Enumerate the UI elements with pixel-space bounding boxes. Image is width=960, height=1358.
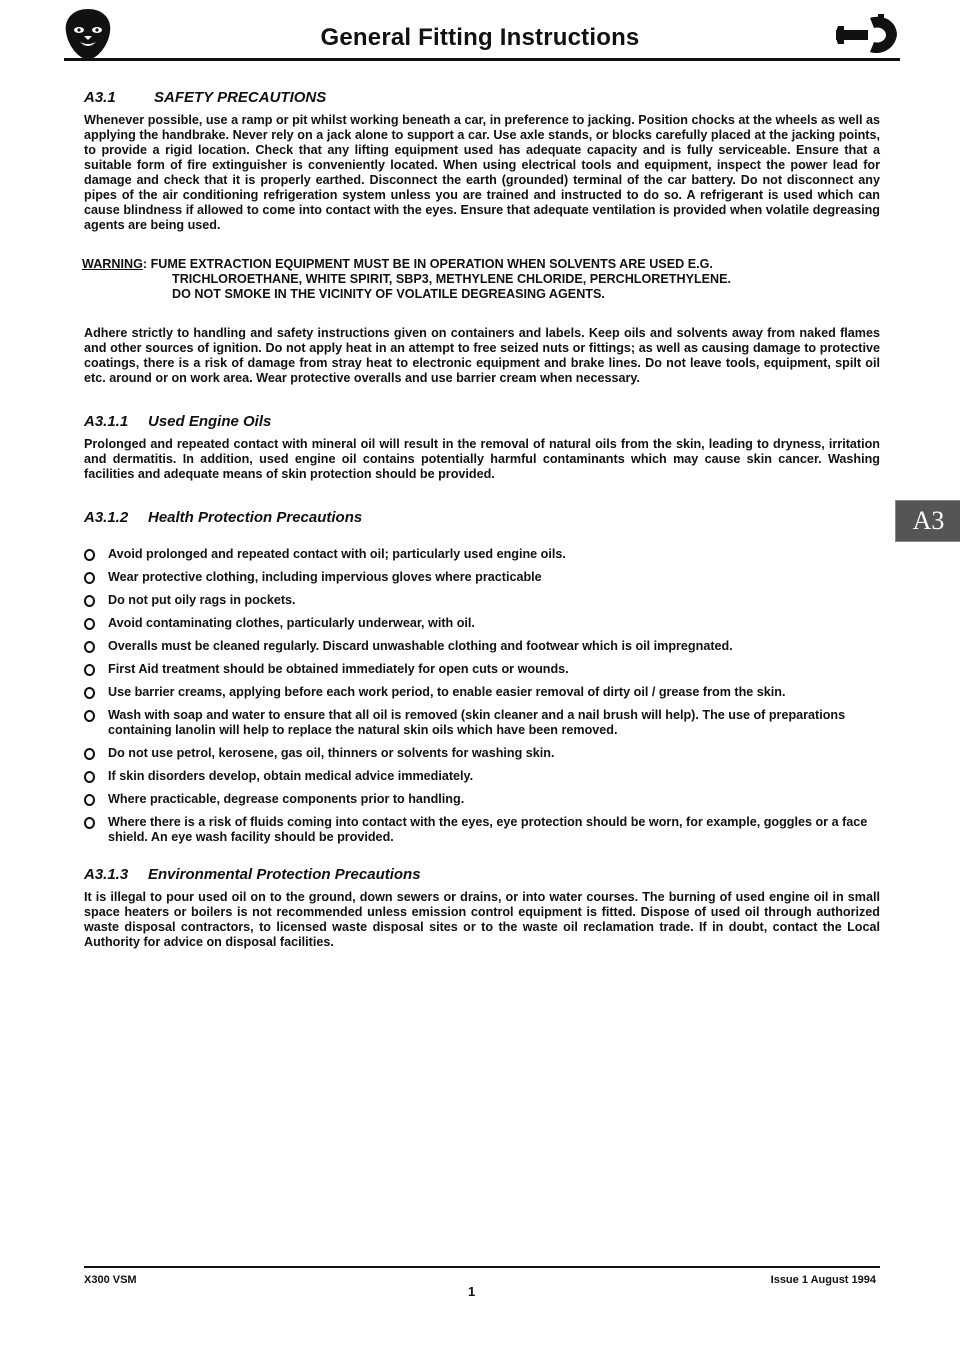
bullet-icon <box>84 817 95 829</box>
subsection-title: Health Protection Precautions <box>148 509 363 526</box>
bullet-icon <box>84 572 95 584</box>
list-item: Do not put oily rags in pockets. <box>84 593 880 608</box>
list-item: Where there is a risk of fluids coming into contact with the eyes, eye protection should be worn, for example, goggles or a face shield. An eye wash facility should be provided. <box>84 815 880 845</box>
footer-issue-date: Issue 1 August 1994 <box>770 1274 876 1286</box>
bullet-icon <box>84 710 95 722</box>
list-item: If skin disorders develop, obtain medical advice immediately. <box>84 769 880 784</box>
footer-doc-code: X300 VSM <box>84 1274 137 1286</box>
subsection-heading <box>84 867 880 882</box>
handling-paragraph: Adhere strictly to handling and safety instructions given on containers and labels. Keep oils and solvents away from naked flames and other sources of ignition. Do not apply heat in an attempt to free seized nuts or fittings; as well as causing damage to protective coatings, there is a risk of damage from stray heat to electronic equipment and brake lines. Do not leave tools, equipment, spilt oil etc. around or on work area. Wear protective overalls and use barrier cream when necessary. <box>84 326 880 385</box>
bullet-icon <box>84 748 95 760</box>
section-number: A3.1 <box>84 89 116 106</box>
bullet-icon <box>84 794 95 806</box>
list-item: Wash with soap and water to ensure that all oil is removed (skin cleaner and a nail brush will help). The use of preparations containing lanolin will help to replace the natural skin oils which have been removed. <box>84 708 880 738</box>
section-tab: A3 <box>895 500 960 542</box>
subsection-heading <box>84 414 880 429</box>
page-content <box>84 90 880 950</box>
bullet-icon <box>84 771 95 783</box>
subsection-number: A3.1.1 <box>84 413 129 430</box>
list-item: First Aid treatment should be obtained immediately for open cuts or wounds. <box>84 662 880 677</box>
bullet-icon <box>84 664 95 676</box>
page-header <box>60 0 900 64</box>
bullet-icon <box>84 687 95 699</box>
subsection-title: Used Engine Oils <box>148 413 272 430</box>
subsection-number: A3.1.3 <box>84 866 129 883</box>
list-item: Use barrier creams, applying before each work period, to enable easier removal of dirty oil / grease from the skin. <box>84 685 880 700</box>
section-heading <box>84 90 880 105</box>
bullet-icon <box>84 595 95 607</box>
list-item: Where practicable, degrease components prior to handling. <box>84 792 880 807</box>
list-item: Do not use petrol, kerosene, gas oil, thinners or solvents for washing skin. <box>84 746 880 761</box>
list-item: Avoid prolonged and repeated contact with oil; particularly used engine oils. <box>84 547 880 562</box>
warning-label: WARNING <box>82 257 143 271</box>
list-item: Avoid contaminating clothes, particularly underwear, with oil. <box>84 616 880 631</box>
health-precautions-list <box>84 547 880 845</box>
bullet-icon <box>84 618 95 630</box>
warning-line: TRICHLOROETHANE, WHITE SPIRIT, SBP3, METHYLENE CHLORIDE, PERCHLORETHYLENE. <box>172 272 732 286</box>
bullet-icon <box>84 641 95 653</box>
page-number: 1 <box>468 1284 476 1299</box>
safety-paragraph: Whenever possible, use a ramp or pit whilst working beneath a car, in preference to jacking. Position chocks at the wheels as well as applying the handbrake. Never rely on a jack alone to support a car. Use axle stands, or blocks carefully placed at the jacking points, to provide a rigid location. Check that any lifting equipment used has adequate capacity and is fully serviceable. Ensure that a suitable form of fire extinguisher is conveniently located. When using electrical tools and equipment, inspect the power lead for damage and check that it is properly earthed. Disconnect the earth (grounded) terminal of the car battery. Do not disconnect any pipes of the air conditioning refrigeration system unless you are trained and instructed to do so. A refrigerant is used which can cause blindness if allowed to come into contact with the eyes. Ensure that adequate ventilation is provided when volatile degreasing agents are being used. <box>84 113 880 232</box>
warning-block: WARNING: FUME EXTRACTION EQUIPMENT MUST BE IN OPERATION WHEN SOLVENTS ARE USED E.G. TRICHLOROETHANE, WHITE SPIRIT, SBP3, METHYLENE CHLORIDE, PERCHLORETHYLENE. DO NOT SMOKE IN THE VICINITY OF VOLATILE DEGREASING AGENTS. <box>82 257 880 302</box>
list-item: Overalls must be cleaned regularly. Discard unwashable clothing and footwear which is oil impregnated. <box>84 639 880 654</box>
list-item: Wear protective clothing, including impervious gloves where practicable <box>84 570 880 585</box>
bullet-icon <box>84 549 95 561</box>
footer-rule <box>84 1266 880 1268</box>
subsection-number: A3.1.2 <box>84 509 129 526</box>
page-title: General Fitting Instructions <box>320 24 640 51</box>
environmental-paragraph: It is illegal to pour used oil on to the ground, down sewers or drains, or into water courses. The burning of used engine oil in small space heaters or boilers is not recommended unless emission control equipment is fitted. Dispose of used oil through authorized waste disposal contractors, to licensed waste disposal sites or to the waste oil reclamation trade. If in doubt, contact the Local Authority for advice on disposal facilities. <box>84 890 880 949</box>
used-oils-paragraph: Prolonged and repeated contact with mineral oil will result in the removal of natural oils from the skin, leading to dryness, irritation and dermatitis. In addition, used engine oil contains potentially harmful contaminants which may cause skin cancer. Washing facilities and adequate means of skin protection should be provided. <box>84 437 880 481</box>
warning-line: DO NOT SMOKE IN THE VICINITY OF VOLATILE DEGREASING AGENTS. <box>172 287 605 301</box>
section-title: SAFETY PRECAUTIONS <box>154 89 327 106</box>
warning-line: FUME EXTRACTION EQUIPMENT MUST BE IN OPERATION WHEN SOLVENTS ARE USED E.G. <box>150 257 713 271</box>
subsection-title: Environmental Protection Precautions <box>148 866 421 883</box>
subsection-heading <box>84 510 880 525</box>
header-rule <box>64 58 900 61</box>
wrench-icon <box>834 12 900 58</box>
